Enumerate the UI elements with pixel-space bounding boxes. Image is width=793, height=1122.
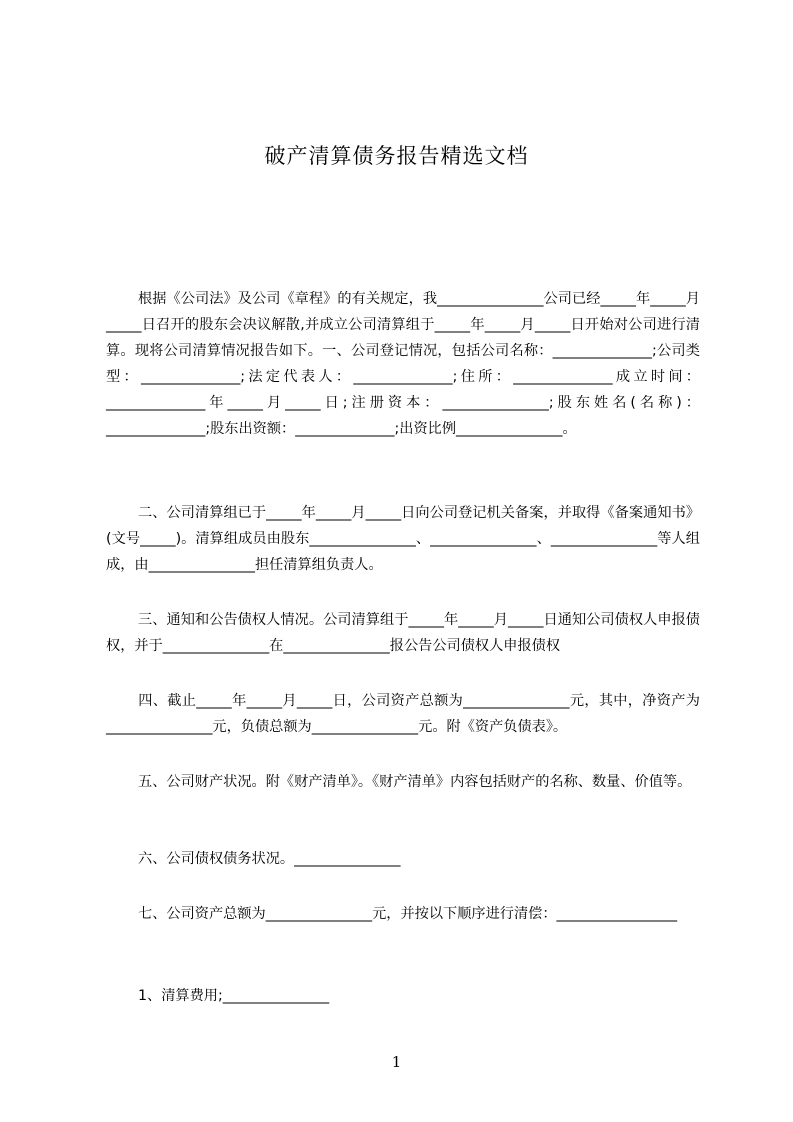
paragraph-liquidation-fees xyxy=(106,983,700,1009)
paragraph-text: 六、公司债权债务状况。_______________ xyxy=(138,851,401,867)
paragraph-text: 七、公司资产总额为_______________元，并按以下顺序进行清偿：_________________ xyxy=(138,906,678,922)
paragraph-company-registration xyxy=(106,286,700,442)
paragraph-text: 四、截止_____年_____月_____日，公司资产总额为_______________元，其中，净资产为_______________元，负债总额为_______________元。附《资产负债表》。 xyxy=(106,693,700,735)
paragraph-text: 1、清算费用;_______________ xyxy=(138,988,330,1004)
paragraph-text: 五、公司财产状况。附《财产清单》。《财产清单》内容包括财产的名称、数量、价值等。 xyxy=(138,774,692,790)
paragraph-debt-status xyxy=(106,846,700,872)
paragraph-creditor-notice xyxy=(106,607,700,659)
paragraph-property-status xyxy=(106,769,700,795)
paragraph-text: 根据《公司法》及公司《章程》的有关规定，我_______________公司已经_____年_____月_____日召开的股东会决议解散,并成立公司清算组于_____年_____月_____日开始对公司进行清算。现将公司清算情况报告如下。一、公司登记情况，包括公司名称：______________;公司类型：______________;法定代表人：______________;住所：______________成立时间：______________年_____月_____日;注册资本：_______________;股东姓名(名称)：______________;股东出资额：______________;出资比例_______________。 xyxy=(106,291,700,437)
page-number: 1 xyxy=(391,1053,402,1071)
paragraph-repayment-order xyxy=(106,901,700,927)
paragraph-asset-total xyxy=(106,688,700,740)
paragraph-text: 二、公司清算组已于_____年_____月_____日向公司登记机关备案，并取得《备案通知书》(文号_____)。清算组成员由股东_______________、_______________、_______________等人组成，由_______________担任清算组负责人。 xyxy=(106,505,700,573)
document-title: 破产清算债务报告精选文档 xyxy=(264,144,529,168)
paragraph-liquidation-group xyxy=(106,500,700,578)
paragraph-text: 三、通知和公告债权人情况。公司清算组于_____年_____月_____日通知公司债权人申报债权，并于_______________在_______________报公告公司债权人申报债权 xyxy=(106,612,700,654)
